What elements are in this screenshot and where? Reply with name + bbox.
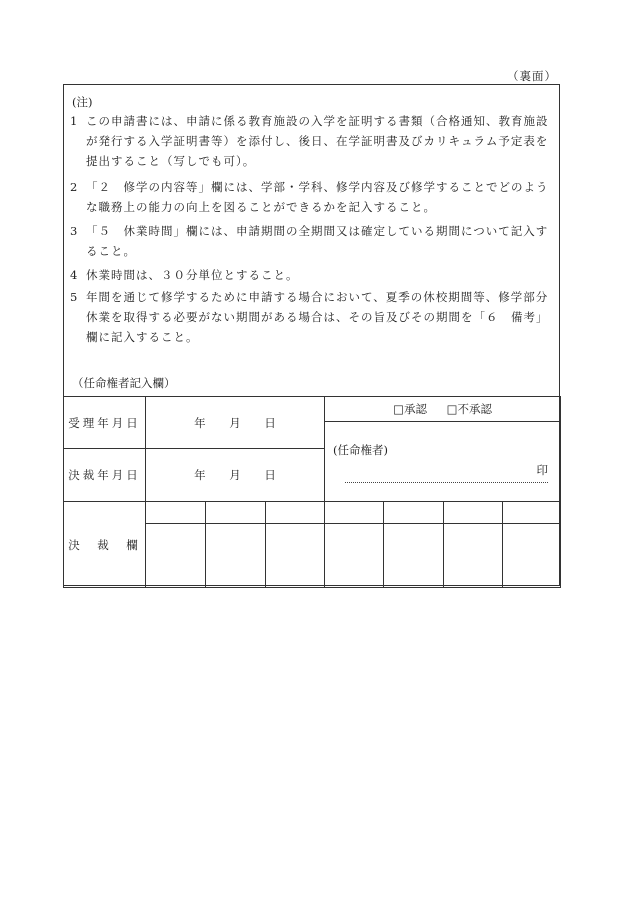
note-text: 「５ 休業時間」欄には、申請期間の全期間又は確定している期間について記入すること。: [86, 224, 549, 258]
appointer-section-heading: （任命権者記入欄）: [72, 376, 176, 390]
appointer-label: (任命権者): [333, 443, 388, 457]
approval-stamp-cell[interactable]: [206, 524, 266, 588]
received-date-label: 受理年月日: [64, 397, 146, 449]
signature-line: [345, 470, 548, 483]
note-item-5: [70, 287, 553, 347]
approval-stamp-cell[interactable]: [266, 524, 325, 588]
note-item-1: [70, 111, 553, 171]
page-side-label: （裏面）: [507, 69, 557, 83]
note-item-3: [70, 221, 553, 261]
note-number: 1: [70, 114, 79, 128]
seal-mark: 印: [536, 463, 549, 477]
approval-header-cell: [384, 502, 444, 524]
note-number: 4: [70, 268, 79, 282]
day-label: 日: [264, 468, 276, 482]
decision-date-label: 決裁年月日: [64, 449, 146, 502]
approval-stamp-cell[interactable]: [146, 524, 206, 588]
year-label: 年: [194, 468, 206, 482]
approval-header-cell: [444, 502, 503, 524]
notes-section: [64, 85, 559, 396]
note-item-4: [70, 265, 553, 285]
note-number: 2: [70, 180, 79, 194]
notes-heading: (注): [72, 95, 93, 109]
appointer-form-table: [63, 396, 561, 588]
approval-header-cell: [325, 502, 384, 524]
appointer-signature-cell[interactable]: [325, 422, 561, 502]
approval-header-cell: [206, 502, 266, 524]
note-number: 5: [70, 290, 79, 304]
note-text: 年間を通じて修学するために申請する場合において、夏季の休校期間等、修学部分休業を取得する必要がない期間がある場合は、その旨及びその期間を「６ 備考」欄に記入すること。: [86, 290, 549, 344]
approval-stamp-cell[interactable]: [503, 524, 561, 588]
approval-column-label: 決 裁 欄: [64, 502, 146, 588]
reject-checkbox[interactable]: □不承認: [446, 402, 492, 416]
note-text: 休業時間は、３０分単位とすること。: [86, 268, 299, 282]
approval-header-cell: [146, 502, 206, 524]
month-label: 月: [229, 468, 241, 482]
note-text: この申請書には、申請に係る教育施設の入学を証明する書類（合格通知、教育施設が発行する入学証明書等）を添付し、後日、在学証明書及びカリキュラム予定表を提出すること（写しでも可）。: [86, 114, 549, 168]
approve-checkbox[interactable]: □承認: [393, 402, 427, 416]
approval-header-cell: [503, 502, 561, 524]
approval-header-cell: [266, 502, 325, 524]
form-frame: [63, 84, 560, 586]
approval-stamp-cell[interactable]: [444, 524, 503, 588]
note-text: 「２ 修学の内容等」欄には、学部・学科、修学内容及び修学することでどのような職務上の能力の向上を図ることができるかを記入すること。: [86, 180, 549, 214]
year-label: 年: [194, 415, 206, 430]
decision-date-field[interactable]: [146, 449, 325, 502]
approval-stamp-cell[interactable]: [325, 524, 384, 588]
approval-stamp-cell[interactable]: [384, 524, 444, 588]
note-item-2: [70, 177, 553, 217]
received-date-field[interactable]: [146, 397, 325, 449]
approval-choice: [325, 397, 561, 422]
note-number: 3: [70, 224, 79, 238]
month-label: 月: [229, 415, 241, 430]
day-label: 日: [264, 415, 276, 430]
